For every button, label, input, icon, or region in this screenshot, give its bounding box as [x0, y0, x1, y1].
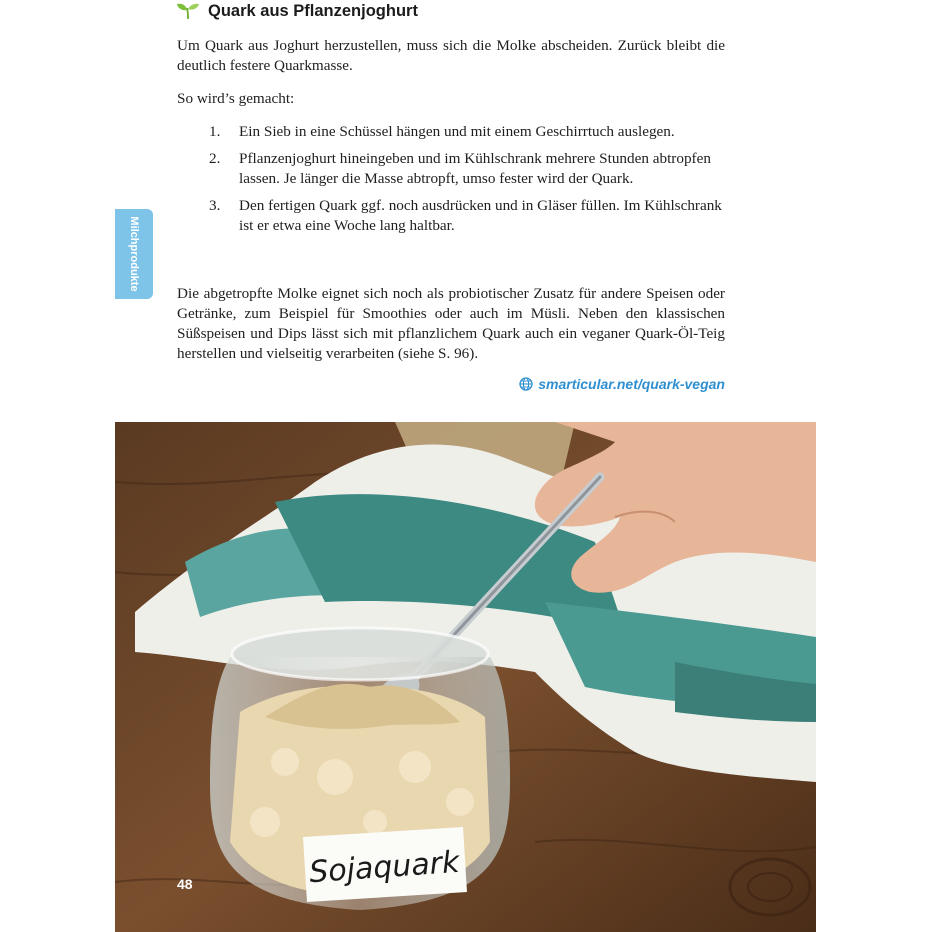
step-text: Pflanzenjoghurt hineingeben und im Kühlschrank mehrere Stunden abtropfen lassen. Je länger die Masse abtropft, umso fester wird der Quark.	[239, 150, 711, 187]
page-number: 48	[177, 876, 193, 892]
globe-icon	[519, 377, 533, 391]
section-title: Quark aus Pflanzenjoghurt	[208, 1, 418, 20]
web-link[interactable]	[519, 376, 725, 392]
step-number: 3.	[209, 197, 221, 214]
steps-list	[177, 122, 725, 243]
link-text: smarticular.net/quark-vegan	[538, 376, 725, 392]
step-text: Ein Sieb in eine Schüssel hängen und mit einem Geschirrtuch auslegen.	[239, 123, 675, 140]
chapter-tab-label: Milchprodukte	[128, 216, 140, 292]
step-number: 1.	[209, 123, 221, 140]
sprout-icon	[176, 2, 200, 20]
step-number: 2.	[209, 150, 221, 167]
list-item	[177, 196, 725, 236]
list-item	[177, 149, 725, 189]
recipe-photo	[115, 422, 816, 932]
chapter-tab	[115, 209, 153, 299]
intro-paragraph: Um Quark aus Joghurt herzustellen, muss sich die Molke abscheiden. Zurück bleibt die deutlich festere Quarkmasse.	[177, 37, 725, 74]
list-item	[177, 122, 725, 142]
howto-label: So wird’s gemacht:	[177, 90, 295, 107]
jar-label-text: Sojaquark	[308, 844, 461, 891]
section-heading	[176, 0, 418, 22]
quark-jar-illustration	[115, 422, 816, 932]
closing-paragraph: Die abgetropfte Molke eignet sich noch als probiotischer Zusatz für andere Speisen oder Getränke, zum Beispiel für Smoothies oder auch im Müsli. Neben den klassischen Süßspeisen und Dips lässt sich mit pflanzlichem Quark auch ein veganer Quark-Öl-Teig herstellen und vielseitig verarbeiten (siehe S. 96).	[177, 285, 725, 362]
step-text: Den fertigen Quark ggf. noch ausdrücken und in Gläser füllen. Im Kühlschrank ist er etwa eine Woche lang haltbar.	[239, 197, 722, 234]
